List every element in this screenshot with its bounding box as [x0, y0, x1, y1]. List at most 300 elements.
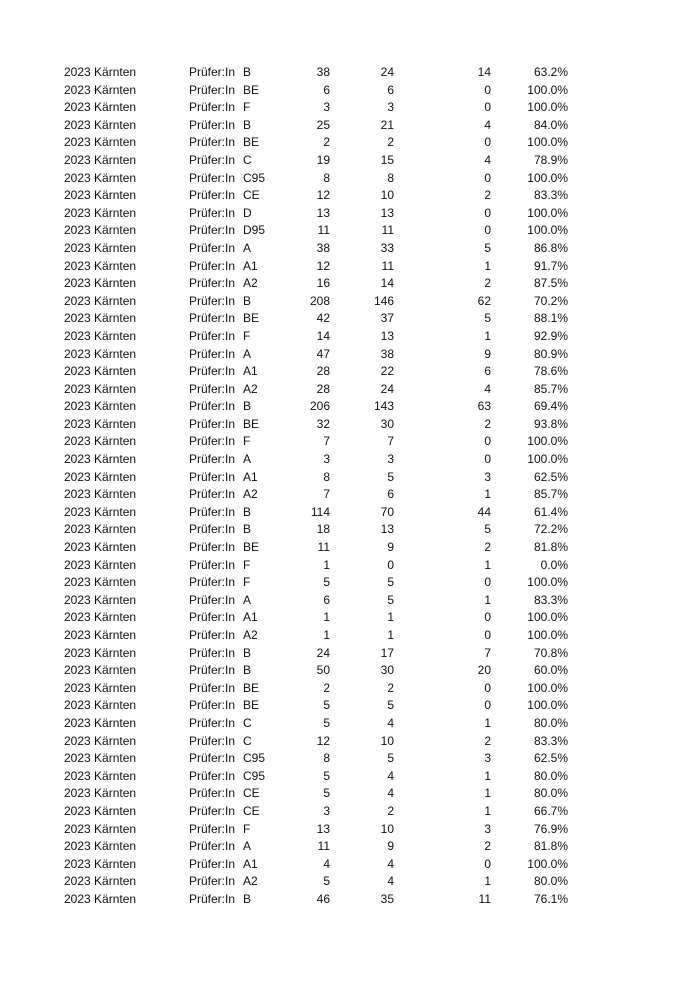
table-row	[0, 609, 700, 627]
failed-count-cell: 5	[484, 522, 491, 537]
failed-count-cell: 62	[477, 293, 491, 308]
table-row	[0, 381, 700, 399]
role-cell: Prüfer:In	[189, 487, 236, 502]
pass-rate-cell: 100.0%	[527, 434, 568, 449]
pass-rate-cell: 100.0%	[527, 610, 568, 625]
table-row	[0, 715, 700, 733]
license-class-cell: D95	[243, 223, 266, 238]
table-row	[0, 433, 700, 451]
region-cell: 2023 Kärnten	[64, 434, 137, 449]
license-class-cell: F	[243, 100, 251, 115]
total-count-cell: 28	[316, 381, 330, 396]
failed-count-cell: 4	[484, 117, 491, 132]
table-row	[0, 856, 700, 874]
total-count-cell: 18	[316, 522, 330, 537]
passed-count-cell: 10	[380, 733, 394, 748]
license-class-cell: F	[243, 434, 251, 449]
region-cell: 2023 Kärnten	[64, 399, 137, 414]
table-row	[0, 64, 700, 82]
pass-rate-cell: 85.7%	[533, 487, 568, 502]
failed-count-cell: 1	[484, 487, 491, 502]
role-cell: Prüfer:In	[189, 733, 236, 748]
table-row	[0, 697, 700, 715]
role-cell: Prüfer:In	[189, 240, 236, 255]
region-cell: 2023 Kärnten	[64, 117, 137, 132]
failed-count-cell: 0	[484, 100, 491, 115]
total-count-cell: 16	[316, 276, 330, 291]
region-cell: 2023 Kärnten	[64, 575, 137, 590]
region-cell: 2023 Kärnten	[64, 170, 137, 185]
license-class-cell: F	[243, 575, 251, 590]
table-row	[0, 222, 700, 240]
pass-rate-cell: 80.0%	[533, 715, 568, 730]
license-class-cell: CE	[243, 803, 260, 818]
table-row	[0, 451, 700, 469]
region-cell: 2023 Kärnten	[64, 680, 137, 695]
table-row	[0, 627, 700, 645]
table-row	[0, 539, 700, 557]
table-row	[0, 152, 700, 170]
table-row	[0, 592, 700, 610]
total-count-cell: 1	[323, 610, 330, 625]
failed-count-cell: 1	[484, 557, 491, 572]
region-cell: 2023 Kärnten	[64, 856, 137, 871]
role-cell: Prüfer:In	[189, 575, 236, 590]
table-row	[0, 785, 700, 803]
table-row	[0, 117, 700, 135]
license-class-cell: B	[243, 65, 252, 79]
pass-rate-cell: 100.0%	[527, 170, 568, 185]
role-cell: Prüfer:In	[189, 557, 236, 572]
license-class-cell: A1	[243, 364, 258, 379]
license-class-cell: C	[243, 715, 252, 730]
license-class-cell: B	[243, 504, 252, 519]
passed-count-cell: 2	[387, 680, 394, 695]
failed-count-cell: 0	[484, 628, 491, 642]
table-row	[0, 838, 700, 856]
passed-count-cell: 6	[387, 487, 394, 502]
passed-count-cell: 37	[380, 311, 394, 326]
table-row	[0, 275, 700, 293]
region-cell: 2023 Kärnten	[64, 452, 137, 467]
failed-count-cell: 0	[484, 575, 491, 590]
failed-count-cell: 0	[484, 434, 491, 449]
license-class-cell: F	[243, 328, 251, 343]
pass-rate-cell: 100.0%	[527, 135, 568, 150]
pass-rate-cell: 100.0%	[527, 82, 568, 97]
role-cell: Prüfer:In	[189, 276, 236, 291]
total-count-cell: 24	[316, 645, 330, 660]
license-class-cell: F	[243, 821, 251, 836]
region-cell: 2023 Kärnten	[64, 469, 137, 484]
region-cell: 2023 Kärnten	[64, 645, 137, 660]
role-cell: Prüfer:In	[189, 117, 236, 132]
region-cell: 2023 Kärnten	[64, 610, 137, 625]
region-cell: 2023 Kärnten	[64, 751, 137, 766]
total-count-cell: 32	[316, 416, 330, 431]
table-row	[0, 680, 700, 698]
license-class-cell: B	[243, 645, 252, 660]
passed-count-cell: 15	[380, 152, 394, 167]
license-class-cell: B	[243, 117, 252, 132]
role-cell: Prüfer:In	[189, 416, 236, 431]
table-row	[0, 346, 700, 364]
total-count-cell: 1	[323, 628, 330, 642]
role-cell: Prüfer:In	[189, 328, 236, 343]
table-row	[0, 504, 700, 522]
role-cell: Prüfer:In	[189, 452, 236, 467]
role-cell: Prüfer:In	[189, 205, 236, 220]
failed-count-cell: 3	[484, 469, 491, 484]
total-count-cell: 12	[316, 188, 330, 203]
role-cell: Prüfer:In	[189, 311, 236, 326]
failed-count-cell: 5	[484, 311, 491, 326]
region-cell: 2023 Kärnten	[64, 276, 137, 291]
passed-count-cell: 2	[387, 803, 394, 818]
license-class-cell: A	[243, 346, 252, 361]
table-row	[0, 557, 700, 575]
role-cell: Prüfer:In	[189, 152, 236, 167]
region-cell: 2023 Kärnten	[64, 346, 137, 361]
role-cell: Prüfer:In	[189, 698, 236, 713]
pass-rate-cell: 78.9%	[533, 152, 568, 167]
table-row	[0, 486, 700, 504]
license-class-cell: BE	[243, 540, 260, 555]
passed-count-cell: 3	[387, 100, 394, 115]
passed-count-cell: 5	[387, 751, 394, 766]
total-count-cell: 12	[316, 733, 330, 748]
license-class-cell: B	[243, 663, 252, 678]
total-count-cell: 5	[323, 575, 330, 590]
table-row	[0, 134, 700, 152]
pass-rate-cell: 70.8%	[533, 645, 568, 660]
role-cell: Prüfer:In	[189, 891, 236, 906]
failed-count-cell: 0	[484, 223, 491, 238]
license-class-cell: CE	[243, 786, 260, 801]
pass-rate-cell: 83.3%	[533, 188, 568, 203]
license-class-cell: C95	[243, 768, 266, 783]
pass-rate-cell: 85.7%	[533, 381, 568, 396]
license-class-cell: BE	[243, 416, 260, 431]
passed-count-cell: 30	[380, 663, 394, 678]
table-row	[0, 205, 700, 223]
failed-count-cell: 2	[484, 188, 491, 203]
role-cell: Prüfer:In	[189, 434, 236, 449]
passed-count-cell: 5	[387, 592, 394, 607]
failed-count-cell: 6	[484, 364, 491, 379]
role-cell: Prüfer:In	[189, 751, 236, 766]
table-row	[0, 662, 700, 680]
failed-count-cell: 0	[484, 82, 491, 97]
passed-count-cell: 5	[387, 698, 394, 713]
region-cell: 2023 Kärnten	[64, 821, 137, 836]
failed-count-cell: 9	[484, 346, 491, 361]
table-row	[0, 750, 700, 768]
pass-rate-cell: 100.0%	[527, 856, 568, 871]
failed-count-cell: 1	[484, 258, 491, 273]
total-count-cell: 6	[323, 592, 330, 607]
failed-count-cell: 2	[484, 839, 491, 854]
pass-rate-cell: 100.0%	[527, 698, 568, 713]
total-count-cell: 38	[316, 240, 330, 255]
pass-rate-cell: 84.0%	[533, 117, 568, 132]
license-class-cell: A2	[243, 628, 258, 642]
table-row	[0, 240, 700, 258]
role-cell: Prüfer:In	[189, 610, 236, 625]
table-row	[0, 328, 700, 346]
table-row	[0, 416, 700, 434]
passed-count-cell: 10	[380, 821, 394, 836]
region-cell: 2023 Kärnten	[64, 293, 137, 308]
role-cell: Prüfer:In	[189, 188, 236, 203]
table-row	[0, 310, 700, 328]
region-cell: 2023 Kärnten	[64, 715, 137, 730]
total-count-cell: 13	[316, 821, 330, 836]
region-cell: 2023 Kärnten	[64, 328, 137, 343]
table-row	[0, 363, 700, 381]
failed-count-cell: 1	[484, 328, 491, 343]
role-cell: Prüfer:In	[189, 65, 236, 79]
total-count-cell: 11	[317, 839, 330, 854]
data-table	[0, 64, 700, 909]
role-cell: Prüfer:In	[189, 100, 236, 115]
total-count-cell: 5	[323, 768, 330, 783]
region-cell: 2023 Kärnten	[64, 698, 137, 713]
pass-rate-cell: 62.5%	[533, 751, 568, 766]
passed-count-cell: 4	[387, 786, 394, 801]
pass-rate-cell: 60.0%	[533, 663, 568, 678]
pass-rate-cell: 100.0%	[527, 680, 568, 695]
failed-count-cell: 7	[484, 645, 491, 660]
passed-count-cell: 35	[380, 891, 394, 906]
license-class-cell: B	[243, 293, 252, 308]
region-cell: 2023 Kärnten	[64, 522, 137, 537]
total-count-cell: 5	[323, 698, 330, 713]
pass-rate-cell: 69.4%	[533, 399, 568, 414]
passed-count-cell: 146	[373, 293, 394, 308]
failed-count-cell: 44	[477, 504, 491, 519]
table-row	[0, 99, 700, 117]
failed-count-cell: 1	[484, 592, 491, 607]
region-cell: 2023 Kärnten	[64, 364, 137, 379]
total-count-cell: 46	[316, 891, 330, 906]
license-class-cell: F	[243, 557, 251, 572]
license-class-cell: C	[243, 733, 252, 748]
region-cell: 2023 Kärnten	[64, 65, 137, 79]
pass-rate-cell: 62.5%	[533, 469, 568, 484]
passed-count-cell: 13	[380, 522, 394, 537]
pass-rate-cell: 87.5%	[533, 276, 568, 291]
failed-count-cell: 3	[484, 821, 491, 836]
pass-rate-cell: 100.0%	[527, 628, 568, 642]
role-cell: Prüfer:In	[189, 399, 236, 414]
license-class-cell: A2	[243, 874, 258, 889]
pass-rate-cell: 100.0%	[527, 205, 568, 220]
failed-count-cell: 2	[484, 276, 491, 291]
failed-count-cell: 0	[484, 698, 491, 713]
license-class-cell: A1	[243, 856, 258, 871]
total-count-cell: 42	[316, 311, 330, 326]
region-cell: 2023 Kärnten	[64, 416, 137, 431]
license-class-cell: A	[243, 839, 252, 854]
passed-count-cell: 7	[387, 434, 394, 449]
passed-count-cell: 11	[381, 223, 394, 238]
passed-count-cell: 1	[387, 628, 394, 642]
role-cell: Prüfer:In	[189, 381, 236, 396]
total-count-cell: 5	[323, 786, 330, 801]
passed-count-cell: 4	[387, 856, 394, 871]
pass-rate-cell: 76.1%	[533, 891, 568, 906]
region-cell: 2023 Kärnten	[64, 874, 137, 889]
pass-rate-cell: 100.0%	[527, 223, 568, 238]
passed-count-cell: 11	[381, 258, 394, 273]
total-count-cell: 8	[323, 469, 330, 484]
total-count-cell: 2	[323, 680, 330, 695]
passed-count-cell: 4	[387, 768, 394, 783]
total-count-cell: 14	[316, 328, 330, 343]
failed-count-cell: 63	[477, 399, 491, 414]
total-count-cell: 5	[323, 715, 330, 730]
role-cell: Prüfer:In	[189, 680, 236, 695]
passed-count-cell: 22	[380, 364, 394, 379]
role-cell: Prüfer:In	[189, 346, 236, 361]
table-row	[0, 574, 700, 592]
passed-count-cell: 6	[387, 82, 394, 97]
table-row	[0, 82, 700, 100]
failed-count-cell: 4	[484, 381, 491, 396]
table-row	[0, 170, 700, 188]
total-count-cell: 114	[310, 504, 330, 519]
role-cell: Prüfer:In	[189, 82, 236, 97]
pass-rate-cell: 80.0%	[533, 768, 568, 783]
passed-count-cell: 17	[380, 645, 394, 660]
failed-count-cell: 20	[477, 663, 491, 678]
license-class-cell: A1	[243, 258, 258, 273]
license-class-cell: B	[243, 399, 252, 414]
passed-count-cell: 13	[380, 205, 394, 220]
region-cell: 2023 Kärnten	[64, 839, 137, 854]
pass-rate-cell: 70.2%	[533, 293, 568, 308]
license-class-cell: B	[243, 522, 252, 537]
failed-count-cell: 2	[484, 733, 491, 748]
passed-count-cell: 30	[380, 416, 394, 431]
pass-rate-cell: 66.7%	[533, 803, 568, 818]
passed-count-cell: 33	[380, 240, 394, 255]
license-class-cell: BE	[243, 135, 260, 150]
role-cell: Prüfer:In	[189, 786, 236, 801]
region-cell: 2023 Kärnten	[64, 100, 137, 115]
total-count-cell: 5	[323, 874, 330, 889]
license-class-cell: A1	[243, 469, 258, 484]
region-cell: 2023 Kärnten	[64, 152, 137, 167]
license-class-cell: A	[243, 592, 252, 607]
role-cell: Prüfer:In	[189, 874, 236, 889]
region-cell: 2023 Kärnten	[64, 188, 137, 203]
role-cell: Prüfer:In	[189, 839, 236, 854]
total-count-cell: 1	[323, 557, 330, 572]
passed-count-cell: 5	[387, 469, 394, 484]
role-cell: Prüfer:In	[189, 768, 236, 783]
passed-count-cell: 70	[380, 504, 394, 519]
table-row	[0, 469, 700, 487]
pass-rate-cell: 88.1%	[533, 311, 568, 326]
license-class-cell: BE	[243, 698, 260, 713]
role-cell: Prüfer:In	[189, 540, 236, 555]
table-row	[0, 768, 700, 786]
license-class-cell: A2	[243, 276, 258, 291]
pass-rate-cell: 61.4%	[533, 504, 568, 519]
table-row	[0, 398, 700, 416]
total-count-cell: 8	[323, 751, 330, 766]
passed-count-cell: 143	[373, 399, 394, 414]
failed-count-cell: 0	[484, 205, 491, 220]
passed-count-cell: 13	[380, 328, 394, 343]
region-cell: 2023 Kärnten	[64, 628, 137, 642]
pass-rate-cell: 86.8%	[533, 240, 568, 255]
table-row	[0, 521, 700, 539]
total-count-cell: 28	[316, 364, 330, 379]
failed-count-cell: 0	[484, 170, 491, 185]
role-cell: Prüfer:In	[189, 645, 236, 660]
total-count-cell: 208	[309, 293, 330, 308]
region-cell: 2023 Kärnten	[64, 82, 137, 97]
total-count-cell: 25	[316, 117, 330, 132]
total-count-cell: 2	[323, 135, 330, 150]
role-cell: Prüfer:In	[189, 821, 236, 836]
role-cell: Prüfer:In	[189, 258, 236, 273]
pass-rate-cell: 0.0%	[540, 557, 568, 572]
license-class-cell: A2	[243, 487, 258, 502]
license-class-cell: C95	[243, 751, 266, 766]
license-class-cell: A	[243, 452, 252, 467]
table-row	[0, 258, 700, 276]
role-cell: Prüfer:In	[189, 170, 236, 185]
failed-count-cell: 0	[484, 135, 491, 150]
pass-rate-cell: 100.0%	[527, 452, 568, 467]
failed-count-cell: 5	[484, 240, 491, 255]
region-cell: 2023 Kärnten	[64, 733, 137, 748]
passed-count-cell: 10	[380, 188, 394, 203]
license-class-cell: C	[243, 152, 252, 167]
pass-rate-cell: 81.8%	[533, 839, 568, 854]
failed-count-cell: 1	[484, 715, 491, 730]
region-cell: 2023 Kärnten	[64, 381, 137, 396]
license-class-cell: A	[243, 240, 252, 255]
failed-count-cell: 2	[484, 416, 491, 431]
region-cell: 2023 Kärnten	[64, 663, 137, 678]
passed-count-cell: 0	[387, 557, 394, 572]
role-cell: Prüfer:In	[189, 856, 236, 871]
region-cell: 2023 Kärnten	[64, 205, 137, 220]
pass-rate-cell: 80.0%	[533, 786, 568, 801]
failed-count-cell: 3	[484, 751, 491, 766]
role-cell: Prüfer:In	[189, 135, 236, 150]
passed-count-cell: 38	[380, 346, 394, 361]
pass-rate-cell: 72.2%	[533, 522, 568, 537]
region-cell: 2023 Kärnten	[64, 557, 137, 572]
region-cell: 2023 Kärnten	[64, 540, 137, 555]
role-cell: Prüfer:In	[189, 628, 236, 642]
total-count-cell: 4	[323, 856, 330, 871]
failed-count-cell: 2	[484, 540, 491, 555]
passed-count-cell: 1	[387, 610, 394, 625]
total-count-cell: 11	[317, 223, 330, 238]
pass-rate-cell: 80.0%	[533, 874, 568, 889]
failed-count-cell: 0	[484, 452, 491, 467]
total-count-cell: 8	[323, 170, 330, 185]
failed-count-cell: 11	[478, 891, 491, 906]
failed-count-cell: 0	[484, 856, 491, 871]
